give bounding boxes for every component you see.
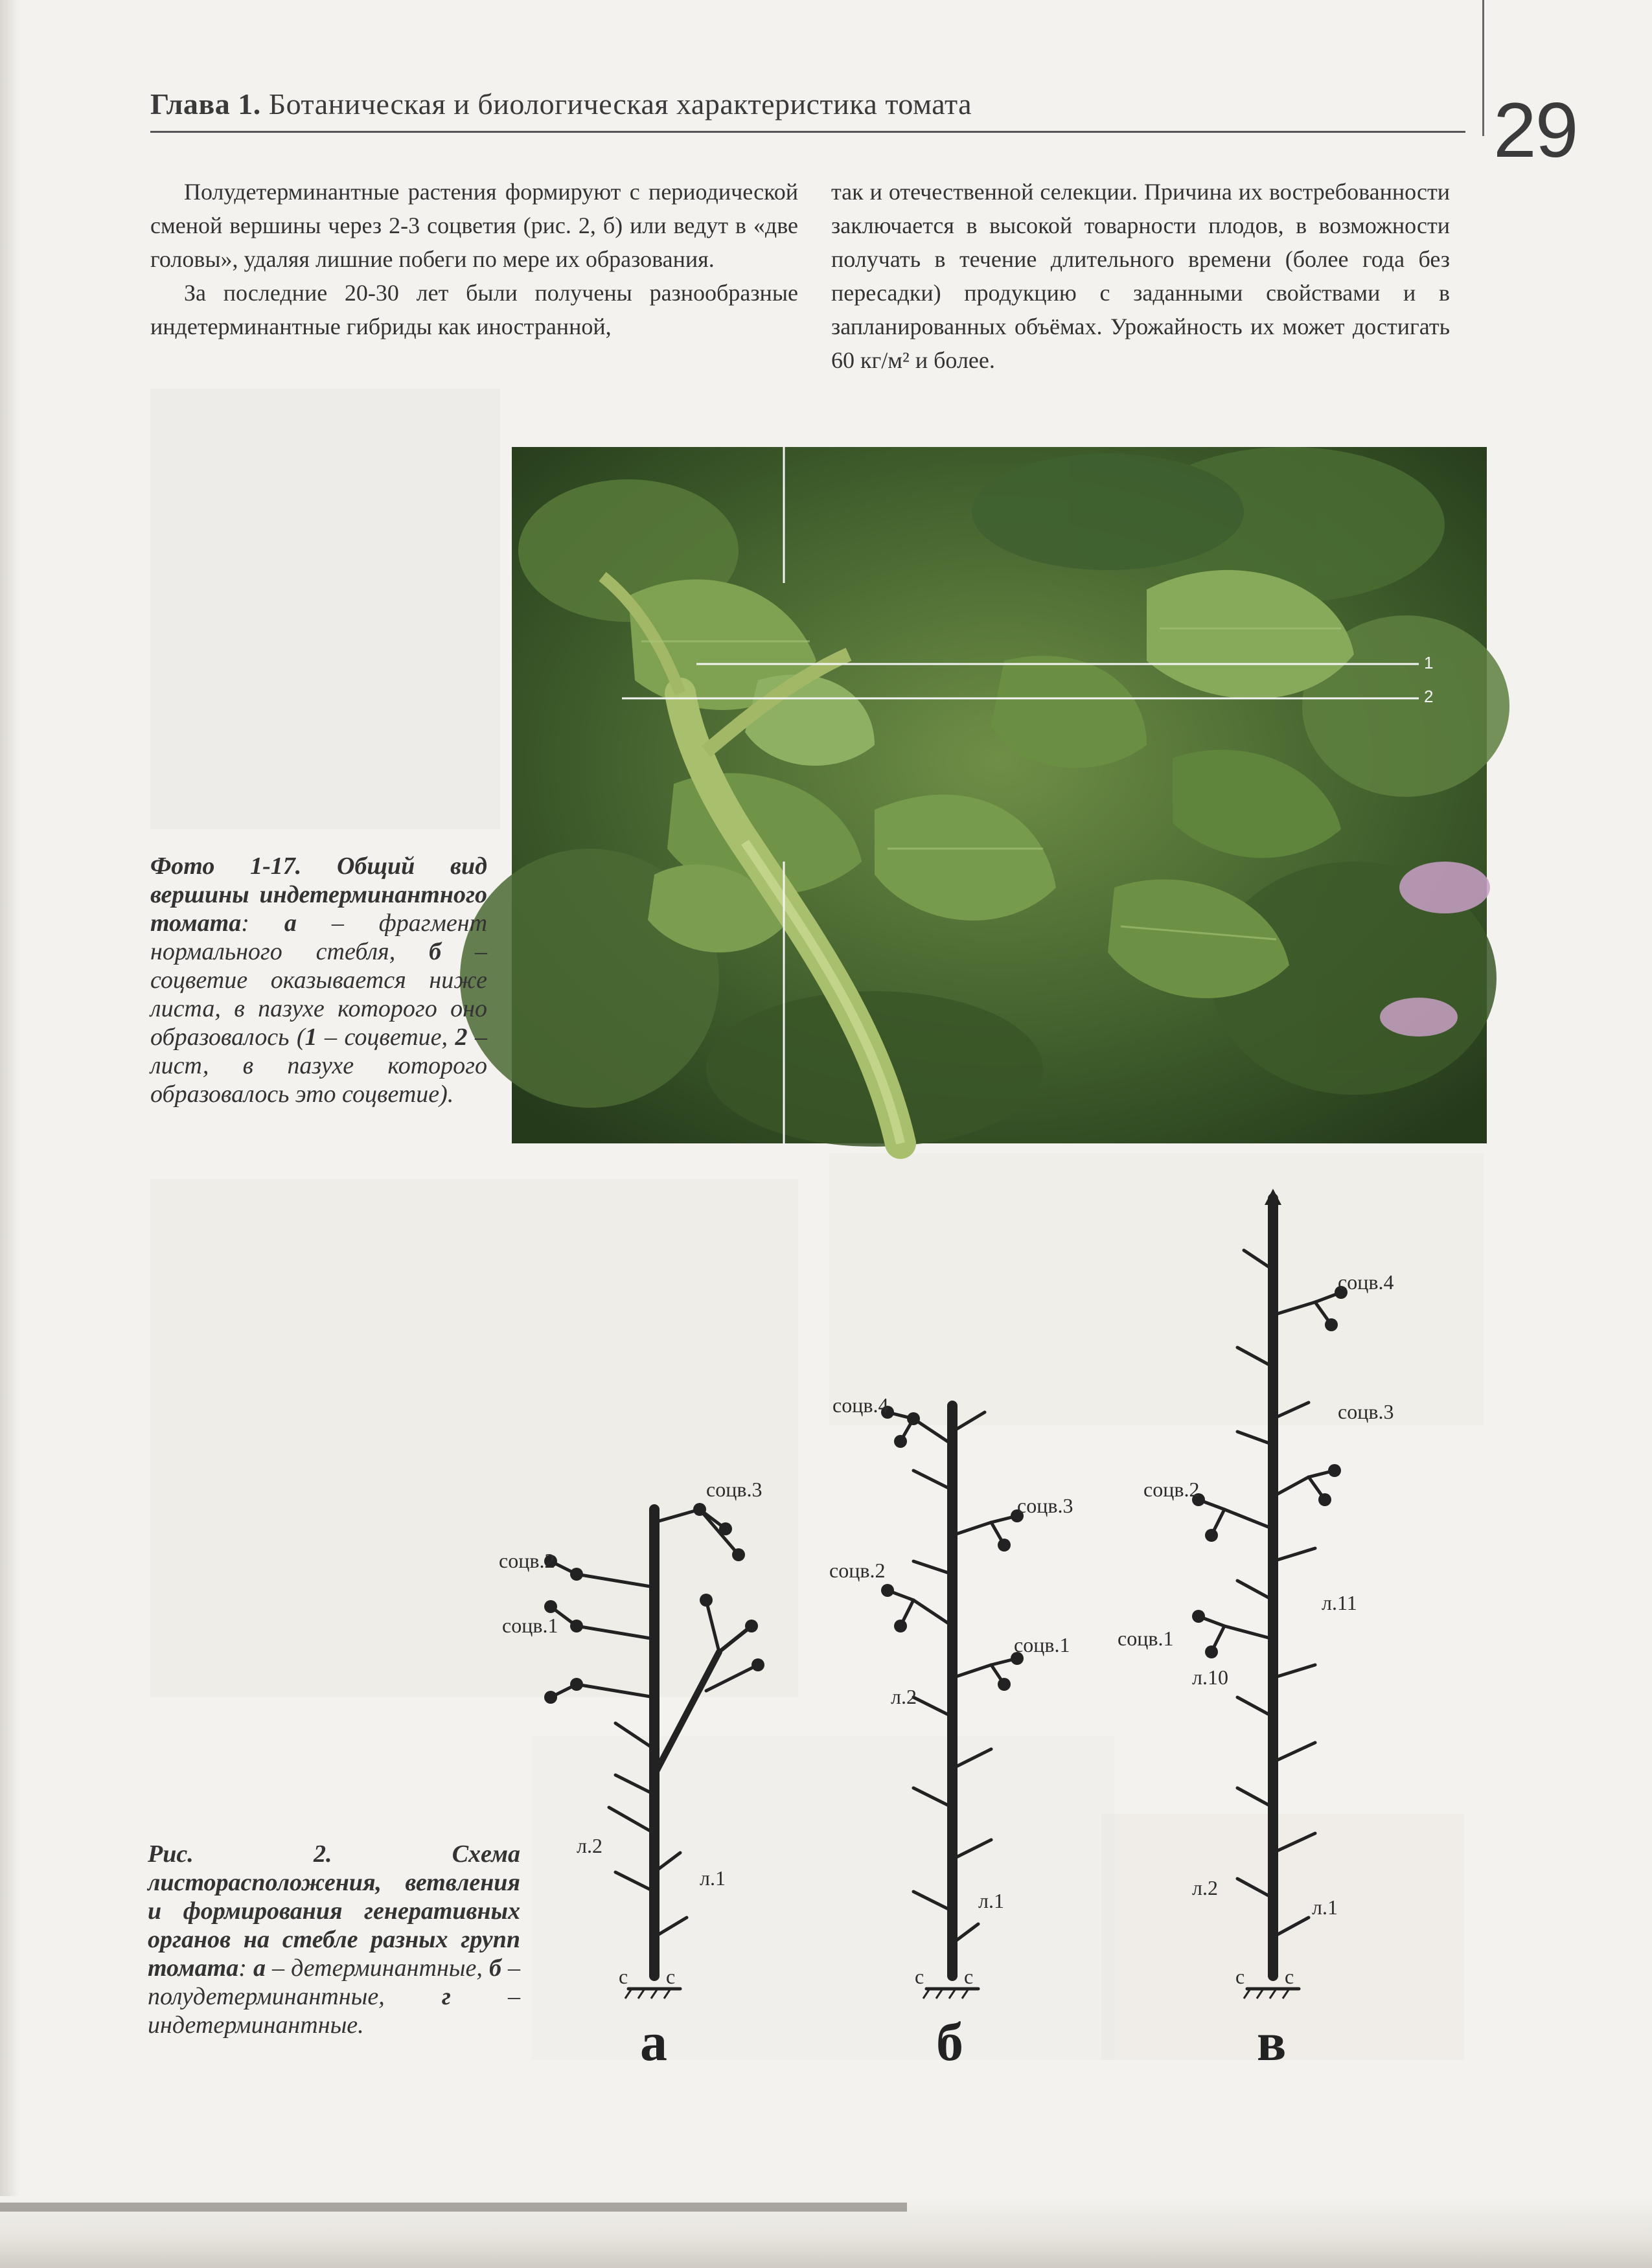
label-b-c-left: с [915, 1965, 924, 1988]
tomato-top-photo [512, 447, 1487, 1143]
plant-scheme-figure [499, 1186, 1484, 2079]
photo-marker-2: 2 [1424, 687, 1434, 706]
label-b-soctv4: соцв.4 [832, 1393, 889, 1417]
label-v-leaf1: л.1 [1312, 1896, 1338, 1919]
chapter-title: Глава 1. Ботаническая и биологическая характеристика томата [150, 87, 972, 120]
plant-letter-b: б [936, 2012, 963, 2072]
label-v-soctv4: соцв.4 [1338, 1270, 1394, 1294]
photo-caption: Фото 1-17. Общий вид вершины индетерминантного томата: а – фрагмент нормального стебля, б – соцветие оказывается ниже листа, в пазухе которого оно образовалось (1 – соцветие, 2 – лист, в пазухе которого образовалось это соцветие). [150, 853, 488, 1108]
show-through [150, 389, 500, 829]
plant-letter-a: а [640, 2012, 667, 2072]
label-b-c-right: с [964, 1965, 974, 1988]
running-header [150, 83, 1459, 135]
page-corner-rule [1482, 0, 1484, 136]
label-b-soctv3: соцв.3 [1017, 1494, 1073, 1517]
label-b-soctv1: соцв.1 [1014, 1633, 1070, 1656]
label-v-c-right: с [1285, 1965, 1294, 1988]
label-a-leaf2: л.2 [577, 1834, 602, 1857]
label-a-c-left: с [619, 1965, 628, 1988]
label-a-soctv2: соцв.2 [499, 1549, 555, 1572]
label-v-soctv2: соцв.2 [1143, 1478, 1200, 1501]
label-a-soctv3: соцв.3 [706, 1478, 763, 1501]
label-v-c-left: с [1235, 1965, 1245, 1988]
inflorescence-dots [544, 1286, 1348, 1704]
plant-scheme-diagram [499, 1186, 1484, 2079]
label-v-leaf10: л.10 [1192, 1666, 1228, 1689]
label-b-soctv2: соцв.2 [829, 1559, 886, 1582]
figure-caption: Рис. 2. Схема листорасположения, ветвления и формирования генеративных органов на стебле разных групп томата: а – детерминантные, б – полудетерминантные, г – индетерминантные. [148, 1840, 521, 2039]
label-v-leaf11: л.11 [1322, 1591, 1357, 1614]
paragraph: так и отечественной селекции. Причина их востребованности заключается в высокой товарности плодов, в возможности получать в течение длительного времени (более года без пересадки) продукцию с заданными свойствами и в запланированных объёмах. Урожайность их может достигать 60 кг/м² и более. [831, 179, 1450, 373]
label-b-leaf1: л.1 [978, 1889, 1004, 1912]
label-a-leaf1: л.1 [700, 1866, 726, 1890]
header-rule [150, 131, 1465, 133]
label-a-soctv1: соцв.1 [502, 1614, 558, 1637]
photo-illustration [512, 447, 1487, 1143]
body-column-left [150, 175, 798, 343]
label-v-leaf2: л.2 [1192, 1876, 1218, 1899]
plant-v-scheme [1199, 1198, 1341, 1989]
plant-letter-v: в [1257, 2012, 1287, 2072]
label-a-c-right: с [666, 1965, 676, 1988]
label-v-soctv3: соцв.3 [1338, 1400, 1394, 1423]
paragraph: За последние 20-30 лет были получены разнообразные индетерминантные гибриды как иностранной, [150, 280, 798, 339]
book-spine-edge [0, 2203, 907, 2212]
label-b-leaf2: л.2 [891, 1685, 917, 1708]
page-edge-shadow [0, 0, 19, 2268]
plant-a-scheme [551, 1509, 758, 1989]
label-v-soctv1: соцв.1 [1118, 1627, 1174, 1650]
photo-marker-1: 1 [1424, 653, 1434, 672]
paragraph: Полудетерминантные растения формируют с периодической сменой вершины через 2-3 соцветия (рис. 2, б) или ведут в «две головы», удаляя лишние побеги по мере их образования. [150, 179, 798, 272]
page-number: 29 [1493, 87, 1577, 174]
body-column-right [831, 175, 1450, 377]
